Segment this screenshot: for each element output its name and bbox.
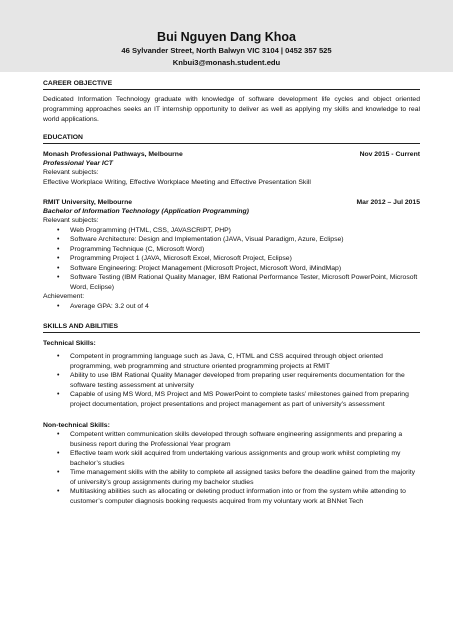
contact-line: 46 Sylvander Street, North Balwyn VIC 3104 | 0452 357 525	[121, 46, 332, 55]
subjects-label: Relevant subjects:	[43, 169, 99, 176]
list-item: • Average GPA: 3.2 out of 4	[43, 302, 420, 312]
degree-title: Professional Year ICT	[43, 160, 113, 167]
list-item: • Multitasking abilities such as allocating or deleting product information into or from the system while attending to customer’s computer diagnosis booking requests acquired from my voluntary work at BNNet Tech	[43, 487, 420, 506]
skills-heading: SKILLS AND ABILITIES	[43, 323, 420, 333]
nontechnical-skills-list	[43, 430, 420, 506]
subjects-label: Relevant subjects:	[43, 217, 99, 224]
email-address: Knbui3@monash.student.edu	[172, 58, 281, 67]
subjects-list	[43, 226, 420, 293]
institution-name: RMIT University, Melbourne	[43, 199, 132, 206]
technical-skills-label: Technical Skills:	[43, 340, 96, 347]
list-item: • Programming Project 1 (JAVA, Microsoft Excel, Microsoft Project, Eclipse)	[43, 254, 420, 264]
list-item: • Software Architecture: Design and Implementation (JAVA, Visual Paradigm, Azure, Eclipse)	[43, 235, 420, 245]
education-entry-monash	[43, 150, 420, 187]
technical-skills-list	[43, 352, 420, 409]
list-item: • Capable of using MS Word, MS Project and MS PowerPoint to complete tasks’ milestones gained from preparing project documentation, project presentations and project management as part of university’s assessment	[43, 390, 420, 409]
education-entry-header	[43, 150, 420, 159]
list-item: • Software Engineering: Project Management (Microsoft Project, Microsoft Word, iMindMap)	[43, 264, 420, 274]
list-item: • Competent written communication skills developed through software engineering assignments and preparing a business report during the Professional Year program	[43, 430, 420, 449]
institution-name: Monash Professional Pathways, Melbourne	[43, 151, 183, 158]
list-item: • Ability to use IBM Rational Quality Manager developed from preparing user requirements documentation for the software testing assessment at university	[43, 371, 420, 390]
achievement-list	[43, 302, 420, 312]
list-item: • Competent in programming language such as Java, C, HTML and CSS acquired through object oriented programming, web programming and structure oriented programming projects at RMIT	[43, 352, 420, 371]
list-item: • Software Testing (IBM Rational Quality Manager, IBM Rational Performance Tester, Microsoft PowerPoint, Microsoft Word, Eclipse)	[43, 273, 420, 292]
list-item: • Effective team work skill acquired from undertaking various assignments and group work whilst completing my bachelor’s studies	[43, 449, 420, 468]
education-dates: Nov 2015 - Current	[359, 151, 420, 158]
career-objective-text: Dedicated Information Technology graduate with knowledge of software development life cycles and object oriented programming approaches seeks an IT internship opportunity to deliver as well as applying my skills and knowledge to real world applications.	[43, 96, 420, 123]
subjects-text: Effective Workplace Writing, Effective Workplace Meeting and Effective Presentation Skill	[43, 178, 311, 186]
resume-header	[0, 0, 453, 72]
degree-title: Bachelor of Information Technology (Application Programming)	[43, 208, 249, 215]
education-heading: EDUCATION	[43, 134, 420, 144]
career-objective-heading: CAREER OBJECTIVE	[43, 72, 420, 90]
list-item: • Web Programming (HTML, CSS, JAVASCRIPT, PHP)	[43, 226, 420, 236]
list-item: • Programming Technique (C, Microsoft Word)	[43, 245, 420, 255]
education-entry-rmit	[43, 198, 420, 311]
achievement-label: Achievement:	[43, 293, 85, 300]
education-entry-header	[43, 198, 420, 207]
nontechnical-skills-label: Non-technical Skills:	[43, 422, 110, 429]
list-item: • Time management skills with the ability to complete all assigned tasks before the deadline gained from the majority of university’s group assignments during my bachelor studies	[43, 468, 420, 487]
applicant-name: Bui Nguyen Dang Khoa	[157, 30, 296, 44]
education-dates: Mar 2012 – Jul 2015	[356, 199, 420, 206]
